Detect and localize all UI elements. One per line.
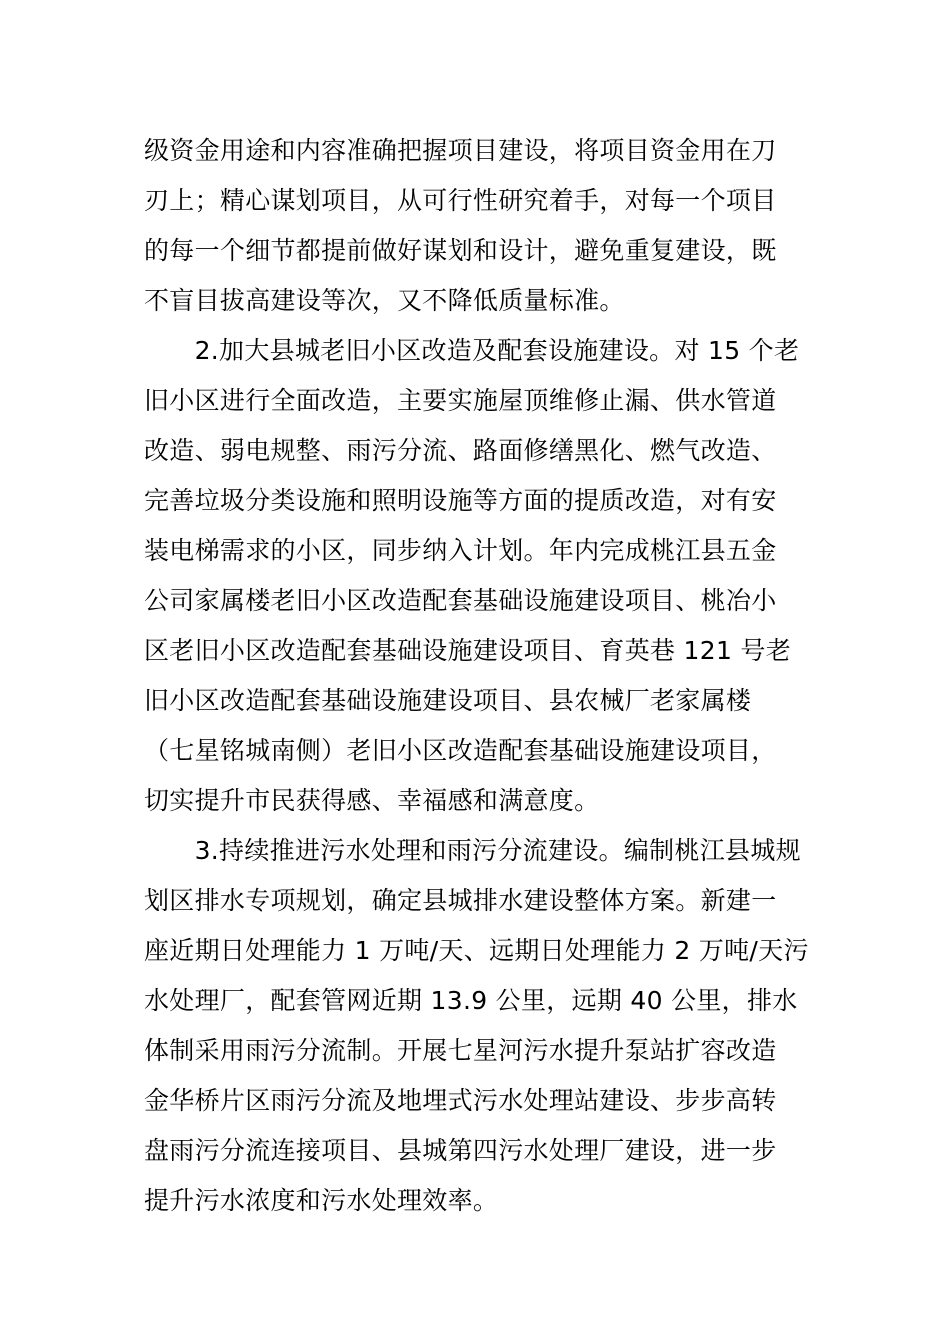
text-line: 体制采用雨污分流制。开展七星河污水提升泵站扩容改造 [144,1036,777,1065]
text-line: 水处理厂，配套管网近期 13.9 公里，远期 40 公里，排水 [144,986,798,1015]
text-line: 旧小区进行全面改造，主要实施屋顶维修止漏、供水管道 [144,386,777,415]
text-line: 划区排水专项规划，确定县城排水建设整体方案。新建一 [144,886,777,915]
text-line: 装电梯需求的小区，同步纳入计划。年内完成桃江县五金 [144,536,777,565]
text-line: 提升污水浓度和污水处理效率。 [144,1186,499,1215]
text-line: 2.加大县城老旧小区改造及配套设施建设。对 15 个老 [144,336,800,365]
text-line: 切实提升市民获得感、幸福感和满意度。 [144,786,600,815]
text-line: 公司家属楼老旧小区改造配套基础设施建设项目、桃冶小 [144,586,777,615]
text-line: 不盲目拔高建设等次，又不降低质量标准。 [144,286,625,315]
text-line: 3.持续推进污水处理和雨污分流建设。编制桃江县城规 [144,836,801,865]
text-line: 完善垃圾分类设施和照明设施等方面的提质改造，对有安 [144,486,777,515]
text-line: 盘雨污分流连接项目、县城第四污水处理厂建设，进一步 [144,1136,777,1165]
text-line: 改造、弱电规整、雨污分流、路面修缮黑化、燃气改造、 [144,436,777,465]
text-line: 区老旧小区改造配套基础设施建设项目、育英巷 121 号老 [144,636,792,665]
text-line: 金华桥片区雨污分流及地埋式污水处理站建设、步步高转 [144,1086,777,1115]
text-line: 旧小区改造配套基础设施建设项目、县农械厂老家属楼 [144,686,752,715]
text-line: 座近期日处理能力 1 万吨/天、远期日处理能力 2 万吨/天污 [144,936,809,965]
text-line: 的每一个细节都提前做好谋划和设计，避免重复建设，既 [144,236,777,265]
text-line: 级资金用途和内容准确把握项目建设，将项目资金用在刀 [144,136,777,165]
text-line: 刃上；精心谋划项目，从可行性研究着手，对每一个项目 [144,186,777,215]
text-line: （七星铭城南侧）老旧小区改造配套基础设施建设项目， [144,736,777,765]
